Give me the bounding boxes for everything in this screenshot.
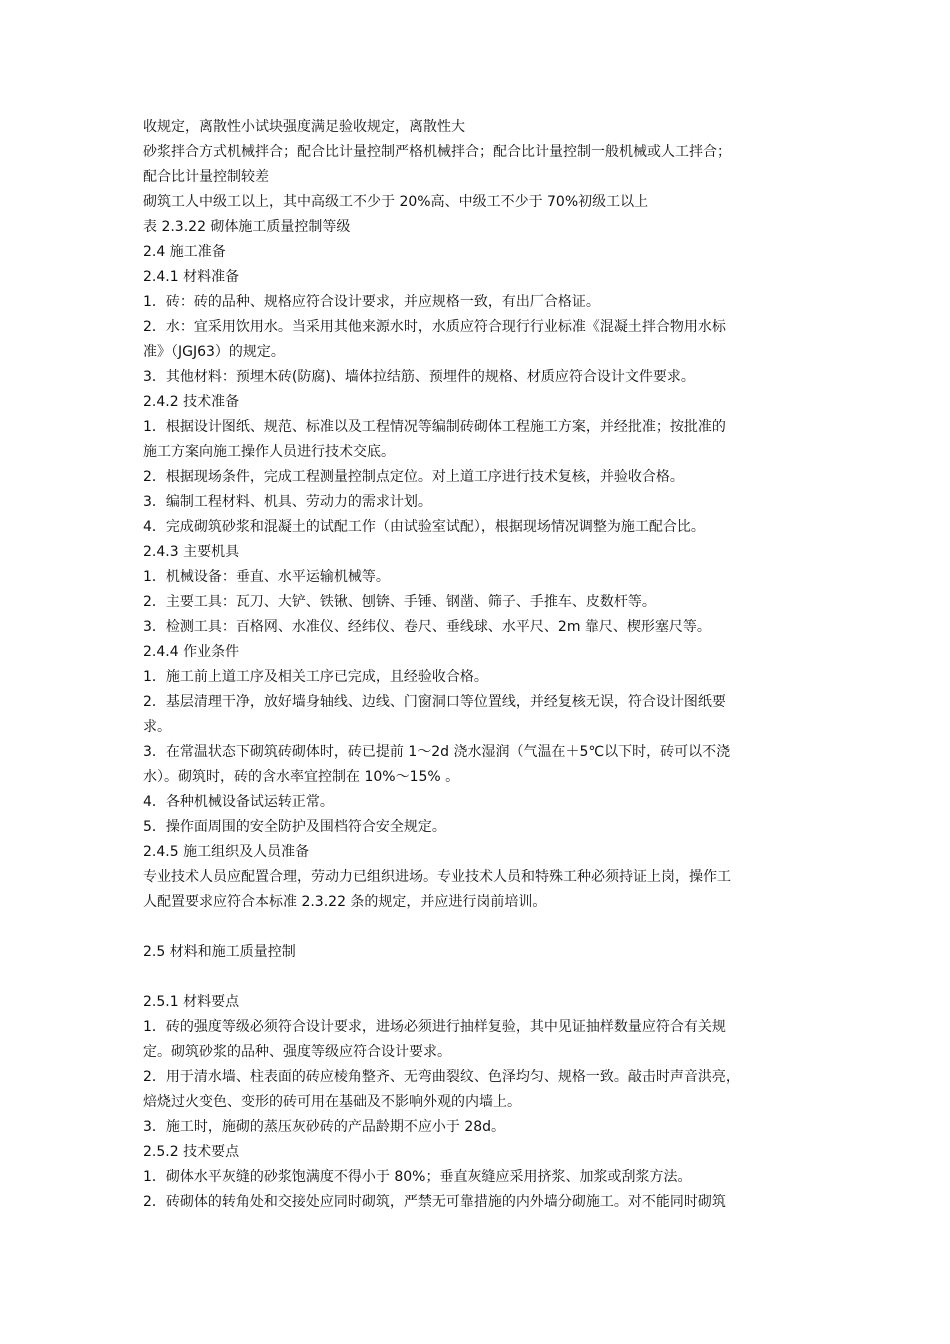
table-caption: 表 2.3.22 砌体施工质量控制等级 xyxy=(143,219,351,235)
subsection-heading: 2.4.2 技术准备 xyxy=(143,394,240,410)
subsection-heading: 2.4.3 主要机具 xyxy=(143,544,240,560)
list-item-continuation: 定。砌筑砂浆的品种、强度等级应符合设计要求。 xyxy=(143,1044,451,1060)
section-heading: 2.5 材料和施工质量控制 xyxy=(143,944,296,960)
list-item-continuation: 准》（JGJ63）的规定。 xyxy=(143,344,285,360)
subsection-heading: 2.4.5 施工组织及人员准备 xyxy=(143,844,310,860)
list-item: 1．机械设备：垂直、水平运输机械等。 xyxy=(143,569,390,585)
list-item: 3．检测工具：百格网、水准仪、经纬仪、卷尺、垂线球、水平尺、2m 靠尺、楔形塞尺等。 xyxy=(143,619,711,635)
section-heading: 2.4 施工准备 xyxy=(143,244,226,260)
list-item: 2．用于清水墙、柱表面的砖应棱角整齐、无弯曲裂纹、色泽均匀、规格一致。敲击时声音洪亮， xyxy=(143,1069,740,1085)
text-line: 收规定，离散性小试块强度满足验收规定，离散性大 xyxy=(143,119,465,135)
list-item: 4．各种机械设备试运转正常。 xyxy=(143,794,334,810)
list-item: 3．编制工程材料、机具、劳动力的需求计划。 xyxy=(143,494,432,510)
list-item: 1．砖：砖的品种、规格应符合设计要求，并应规格一致，有出厂合格证。 xyxy=(143,294,600,310)
subsection-heading: 2.5.1 材料要点 xyxy=(143,994,240,1010)
text-line: 配合比计量控制较差 xyxy=(143,169,269,185)
subsection-heading: 2.4.4 作业条件 xyxy=(143,644,240,660)
list-item-continuation: 水）。砌筑时，砖的含水率宜控制在 10%～15% 。 xyxy=(143,769,460,785)
list-item-continuation: 焙烧过火变色、变形的砖可用在基础及不影响外观的内墙上。 xyxy=(143,1094,521,1110)
list-item-continuation: 施工方案向施工操作人员进行技术交底。 xyxy=(143,444,395,460)
paragraph-line: 人配置要求应符合本标准 2.3.22 条的规定，并应进行岗前培训。 xyxy=(143,894,547,910)
list-item: 2．砖砌体的转角处和交接处应同时砌筑，严禁无可靠措施的内外墙分砌施工。对不能同时砌筑 xyxy=(143,1194,726,1210)
list-item: 3．施工时，施砌的蒸压灰砂砖的产品龄期不应小于 28d。 xyxy=(143,1119,506,1135)
blank-line xyxy=(143,915,813,940)
list-item-continuation: 求。 xyxy=(143,719,171,735)
list-item: 1．砌体水平灰缝的砂浆饱满度不得小于 80%；垂直灰缝应采用挤浆、加浆或刮浆方法。 xyxy=(143,1169,692,1185)
list-item: 2．主要工具：瓦刀、大铲、铁锹、刨锛、手锤、钢凿、筛子、手推车、皮数杆等。 xyxy=(143,594,656,610)
list-item: 5．操作面周围的安全防护及围档符合安全规定。 xyxy=(143,819,446,835)
list-item: 2．水：宜采用饮用水。当采用其他来源水时，水质应符合现行行业标准《混凝土拌合物用水标 xyxy=(143,319,726,335)
blank-line xyxy=(143,965,813,990)
list-item: 2．根据现场条件，完成工程测量控制点定位。对上道工序进行技术复核，并验收合格。 xyxy=(143,469,684,485)
list-item: 2．基层清理干净，放好墙身轴线、边线、门窗洞口等位置线，并经复核无误，符合设计图纸要 xyxy=(143,694,726,710)
document-page xyxy=(143,115,813,1215)
text-line: 砂浆拌合方式机械拌合；配合比计量控制严格机械拌合；配合比计量控制一般机械或人工拌合； xyxy=(143,144,731,160)
list-item: 3．在常温状态下砌筑砖砌体时，砖已提前 1～2d 浇水湿润（气温在＋5℃以下时，砖可以不浇 xyxy=(143,744,731,760)
subsection-heading: 2.4.1 材料准备 xyxy=(143,269,240,285)
list-item: 1．根据设计图纸、规范、标准以及工程情况等编制砖砌体工程施工方案，并经批准；按批准的 xyxy=(143,419,726,435)
list-item: 1．砖的强度等级必须符合设计要求，进场必须进行抽样复验，其中见证抽样数量应符合有关规 xyxy=(143,1019,726,1035)
paragraph-line: 专业技术人员应配置合理，劳动力已组织进场。专业技术人员和特殊工种必须持证上岗，操作工 xyxy=(143,869,731,885)
subsection-heading: 2.5.2 技术要点 xyxy=(143,1144,240,1160)
list-item: 1．施工前上道工序及相关工序已完成，且经验收合格。 xyxy=(143,669,488,685)
list-item: 3．其他材料：预埋木砖(防腐)、墙体拉结筋、预埋件的规格、材质应符合设计文件要求。 xyxy=(143,369,695,385)
text-line: 砌筑工人中级工以上，其中高级工不少于 20%高、中级工不少于 70%初级工以上 xyxy=(143,194,649,210)
list-item: 4．完成砌筑砂浆和混凝土的试配工作（由试验室试配），根据现场情况调整为施工配合比。 xyxy=(143,519,705,535)
